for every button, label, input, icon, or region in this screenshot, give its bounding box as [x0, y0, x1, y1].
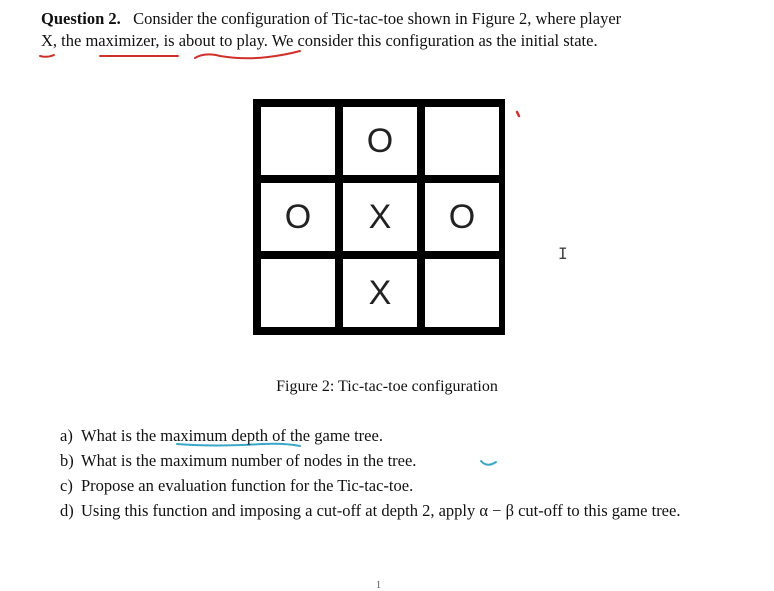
subquestion-text: Propose an evaluation function for the Tic-tac-toe. [81, 476, 414, 495]
figure-caption: Figure 2: Tic-tac-toe configuration [276, 378, 498, 395]
subquestion-text: Using this function and imposing a cut-off at depth 2, apply α − β cut-off to this game tree. [81, 501, 681, 520]
red-tick-mark [517, 112, 519, 116]
question-paragraph [41, 8, 731, 52]
subquestion-d [60, 498, 720, 523]
question-label: Question 2. [41, 9, 121, 28]
subquestion-text: What is the maximum number of nodes in the tree. [81, 451, 417, 470]
board-cell-2: O [343, 107, 417, 175]
subquestion-list [60, 423, 720, 523]
subquestion-label: b) [60, 451, 74, 470]
text-cursor-icon: I [558, 244, 568, 263]
board-cell-1 [261, 107, 335, 175]
board-cell-6: O [425, 183, 499, 251]
board-cell-9 [425, 259, 499, 327]
red-underline-x [40, 55, 54, 57]
subquestion-b [60, 448, 720, 473]
subquestion-text: What is the maximum depth of the game tree. [81, 426, 383, 445]
board-cell-4: O [261, 183, 335, 251]
subquestion-a [60, 423, 720, 448]
subquestion-c [60, 473, 720, 498]
board-cell-8: X [343, 259, 417, 327]
subquestion-label: a) [60, 426, 73, 445]
question-text-line-1: Consider the configuration of Tic-tac-toe shown in Figure 2, where player [133, 9, 622, 28]
subquestion-label: c) [60, 476, 73, 495]
board-cell-3 [425, 107, 499, 175]
tic-tac-toe-board [253, 99, 505, 335]
subquestion-label: d) [60, 501, 74, 520]
board-cell-7 [261, 259, 335, 327]
red-underline-about-to-play [195, 51, 300, 58]
question-text-line-2: X, the maximizer, is about to play. We consider this configuration as the initial state. [41, 31, 598, 50]
page-number: 1 [376, 580, 381, 591]
board-cell-5: X [343, 183, 417, 251]
